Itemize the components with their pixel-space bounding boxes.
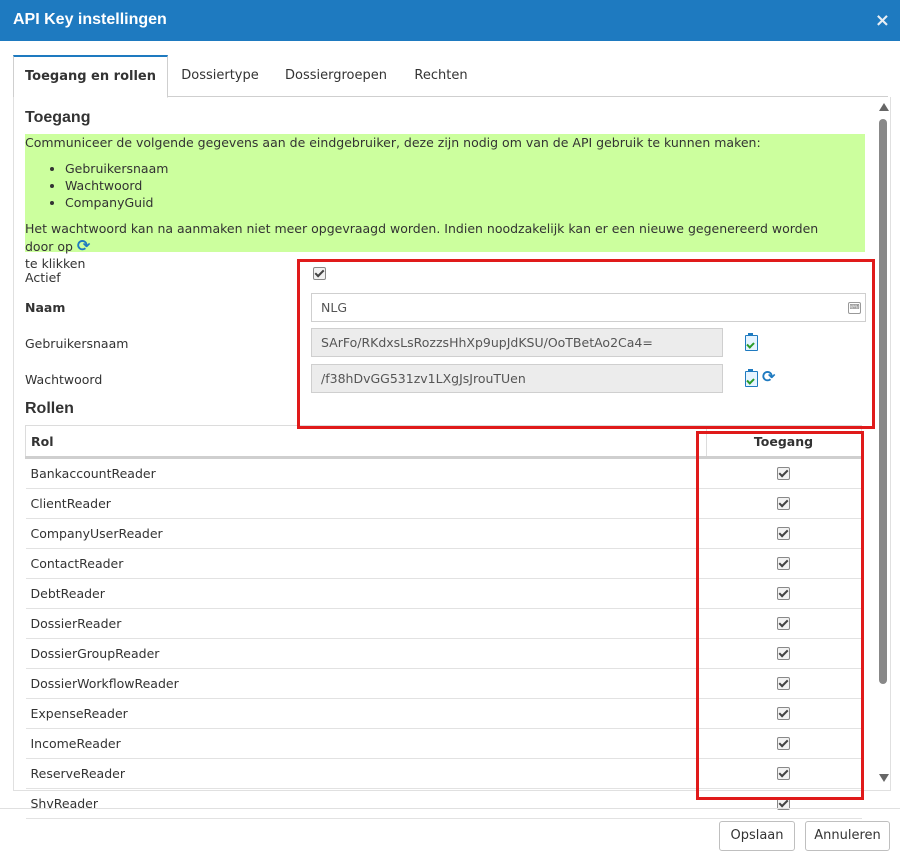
toegang-heading: Toegang	[25, 109, 91, 126]
col-header-rol[interactable]: Rol	[26, 426, 707, 458]
role-name: DossierReader	[26, 609, 707, 639]
role-access-checkbox[interactable]	[777, 737, 790, 750]
actief-label: Actief	[25, 270, 61, 285]
access-info-note	[25, 134, 865, 271]
table-row	[26, 669, 862, 699]
tab-dossiertype[interactable]: Dossiertype	[181, 68, 259, 83]
cancel-button[interactable]: Annuleren	[805, 821, 890, 851]
role-access-checkbox[interactable]	[777, 587, 790, 600]
role-access-checkbox[interactable]	[777, 617, 790, 630]
naam-value: NLG	[321, 300, 348, 315]
role-name: ReserveReader	[26, 759, 707, 789]
role-name: CompanyUserReader	[26, 519, 707, 549]
tab-toegang-en-rollen[interactable]: Toegang en rollen	[13, 55, 168, 98]
role-name: DossierGroupReader	[26, 639, 707, 669]
role-name: BankaccountReader	[26, 458, 707, 489]
role-access-checkbox[interactable]	[777, 647, 790, 660]
vertical-scrollbar[interactable]	[876, 97, 890, 790]
password-note-text: Het wachtwoord kan na aanmaken niet meer opgevraagd worden. Indien noodzakelijk kan er een nieuwe gegenereerd worden door op	[25, 221, 819, 254]
role-name: DossierWorkflowReader	[26, 669, 707, 699]
dialog-title: API Key instellingen	[13, 11, 167, 28]
table-row	[26, 579, 862, 609]
tab-rechten[interactable]: Rechten	[414, 68, 468, 83]
role-access-checkbox[interactable]	[777, 677, 790, 690]
access-info-intro: Communiceer de volgende gegevens aan de eindgebruiker, deze zijn nodig om van de API gebruik te kunnen maken:	[25, 135, 761, 150]
save-button[interactable]: Opslaan	[719, 821, 795, 851]
role-name: IncomeReader	[26, 729, 707, 759]
table-row	[26, 699, 862, 729]
list-item: • Gebruikersnaam	[65, 160, 168, 177]
keyboard-icon[interactable]: ⌨	[848, 302, 861, 314]
password-note	[25, 220, 845, 272]
refresh-icon[interactable]: ⟳	[76, 236, 91, 255]
list-item: • Wachtwoord	[65, 177, 168, 194]
list-item: • CompanyGuid	[65, 194, 168, 211]
table-row	[26, 549, 862, 579]
role-name: ContactReader	[26, 549, 707, 579]
gebruikersnaam-label: Gebruikersnaam	[25, 336, 129, 351]
tab-content	[13, 97, 891, 811]
col-header-toegang[interactable]: Toegang	[707, 426, 862, 458]
tab-dossiergroepen[interactable]: Dossiergroepen	[285, 68, 387, 83]
password-note-end: te klikken	[25, 256, 86, 271]
table-row	[26, 759, 862, 789]
dialog-titlebar	[0, 0, 900, 41]
close-icon[interactable]: ×	[874, 10, 890, 31]
role-name: ExpenseReader	[26, 699, 707, 729]
access-info-list	[25, 160, 168, 211]
table-row	[26, 519, 862, 549]
role-name: DebtReader	[26, 579, 707, 609]
role-access-checkbox[interactable]	[777, 467, 790, 480]
table-row	[26, 489, 862, 519]
tab-bar	[13, 56, 888, 97]
table-row	[26, 609, 862, 639]
wachtwoord-label: Wachtwoord	[25, 372, 103, 387]
gebruikersnaam-field[interactable]: SArFo/RKdxsLsRozzsHhXp9upJdKSU/OoTBetAo2Ca4=	[311, 328, 723, 357]
wachtwoord-field[interactable]: /f38hDvGG531zv1LXgJsJrouTUen	[311, 364, 723, 393]
naam-field[interactable]	[311, 293, 866, 322]
copy-clipboard-icon[interactable]	[745, 335, 758, 351]
regenerate-password-icon[interactable]: ⟳	[762, 367, 776, 386]
scroll-down-arrow-icon[interactable]	[879, 774, 889, 782]
rollen-heading: Rollen	[25, 400, 74, 417]
role-name: ClientReader	[26, 489, 707, 519]
role-access-checkbox[interactable]	[777, 527, 790, 540]
role-access-checkbox[interactable]	[777, 767, 790, 780]
role-name: ShvReader	[26, 789, 707, 819]
scroll-thumb[interactable]	[879, 119, 887, 684]
roles-table	[25, 425, 862, 819]
scroll-up-arrow-icon[interactable]	[879, 103, 889, 111]
naam-label: Naam	[25, 300, 66, 315]
role-access-checkbox[interactable]	[777, 707, 790, 720]
actief-checkbox[interactable]	[313, 267, 326, 280]
dialog-footer	[0, 808, 900, 860]
role-access-checkbox[interactable]	[777, 497, 790, 510]
table-row	[26, 729, 862, 759]
table-row	[26, 639, 862, 669]
copy-clipboard-icon[interactable]	[745, 371, 758, 387]
role-access-checkbox[interactable]	[777, 557, 790, 570]
table-row	[26, 458, 862, 489]
